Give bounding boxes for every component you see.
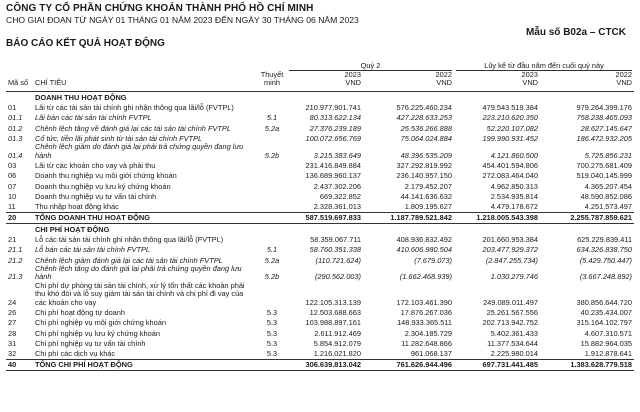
col-year-ytd2023: 2023 [521,71,538,79]
value-q2022: 327.292.819.992 [396,161,452,170]
row-code: 31 [8,338,17,348]
value-ytd2023: 199.990.931.452 [482,133,538,143]
value-ytd2022: 315.164.102.797 [576,318,632,328]
table-row [6,338,634,348]
col-header-code: Mã số [8,78,29,88]
value-q2022: 75.064.024.884 [400,133,452,143]
value-q2023: 12.503.688.663 [309,308,361,317]
value-q2023: 210.977.901.741 [305,103,361,112]
value-q2022: 25.536.266.888 [400,123,452,133]
value-ytd2023: 52.220.107.082 [486,123,538,133]
col-header-note: Thuyết minh [260,70,284,88]
row-description: Chi phí hoạt động tự doanh [35,308,126,317]
value-q2022: 1.809.195.627 [404,202,452,212]
value-q2022: 1.187.789.521.842 [363,212,454,223]
row-code: 07 [8,181,17,191]
value-q2023: 2.611.912.469 [314,328,361,338]
value-q2023: 669.322.852 [319,191,361,201]
row-note [257,359,287,370]
value-ytd2023: 4.121.860.500 [490,150,538,160]
row-description: Chênh lệch tăng do đánh giá lại phải trả chứng quyền đang lưu hành [35,264,242,282]
value-ytd2023: 11.377.534.644 [487,338,538,348]
row-note: 5.1 [266,245,278,255]
row-code: 21.2 [8,255,23,265]
value-ytd2022: 1.912.878.641 [584,349,632,359]
value-ytd2023: 201.660.953.384 [482,235,538,245]
value-q2022: 2.304.185.729 [404,328,452,338]
row-code: 20 [6,212,33,223]
table-row [6,244,634,254]
row-description: Lãi bán các tài sản tài chính FVTPL [35,113,152,123]
row-code [6,223,33,234]
row-code: 28 [8,328,17,338]
value-ytd2022: 625.229.839.411 [577,235,632,245]
value-ytd2023: 2.534.935.814 [490,191,538,201]
row-note [257,201,287,212]
value-q2022: 761.626.944.496 [363,359,454,370]
value-q2022: 11.282.648.866 [401,338,452,348]
row-description: Thu nhập hoạt động khác [35,202,119,212]
row-description: Chênh lệch giảm đánh giá lại các tài sản tài chính FVTPL [35,255,223,265]
row-code: 27 [8,318,17,328]
row-note: 5.1 [266,113,278,123]
row-note [257,234,287,244]
value-ytd2023: 249.089.011.497 [483,297,538,307]
value-ytd2023: 203.477.929.372 [482,245,538,255]
value-ytd2023 [454,91,540,102]
row-description: Chi phí nghiệp vụ môi giới chứng khoán [35,318,166,328]
row-description: Chênh lệch tăng về đánh giá lại các tài sản tài chính FVTPL [35,123,231,133]
table-row [6,191,634,201]
value-ytd2023: 5.402.361.433 [490,328,538,338]
row-note [257,191,287,201]
value-ytd2023: 454.401.594.806 [482,161,538,170]
row-code: 06 [8,171,17,181]
row-description: Chênh lệch giảm do đánh giá lại phải trả chứng quyền đang lưu hành [35,142,244,160]
value-q2023: (110.721.624) [315,255,361,265]
value-q2023 [287,91,363,102]
table-row [6,112,634,122]
row-description: DOANH THU HOẠT ĐỘNG [35,92,127,102]
value-q2022: 148.933.365.511 [397,318,452,328]
value-q2022: 172.103.461.390 [396,297,452,307]
section-header-row [6,91,634,102]
row-description: CHI PHÍ HOẠT ĐỘNG [35,224,110,234]
value-q2022 [363,91,454,102]
value-q2023: 122.105.313.139 [305,297,361,307]
value-ytd2023: 202.713.942.752 [482,318,538,328]
value-ytd2022: 5.725.856.231 [584,150,632,160]
value-ytd2023: 1.030.279.746 [490,272,538,282]
col-year-q2022: 2022 [435,71,452,79]
row-description: Chi phí dự phòng tài sản tài chính, xử lý tổn thất các khoản phải thu khó đòi và lỗ suy giảm tài sản tài chính và chi phí đi vay của các khoản cho vay [35,280,245,307]
value-ytd2022: 4.251.573.497 [584,202,632,212]
row-code: 01.3 [8,133,23,143]
income-statement-table [6,53,634,371]
row-note [257,170,287,180]
col-unit-ytd2023: VND [522,79,538,88]
table-row [6,181,634,191]
value-q2023: 58.760.351.338 [309,245,361,255]
table-row [6,307,634,317]
row-description: Lãi từ các tài sản tài chính ghi nhận thông qua lãi/lỗ (FVTPL) [35,103,234,112]
report-title: BÁO CÁO KẾT QUẢ HOẠT ĐỘNG [6,38,165,49]
row-description: Lãi từ các khoản cho vay và phải thu [35,161,156,170]
row-note: 5.3 [266,308,278,317]
value-q2022: (7.679.073) [414,255,452,265]
value-ytd2022: 758.238.465.093 [576,113,632,123]
col-header-quarter: Quý 2 [289,62,452,71]
row-description: Chi phí nghiệp vụ tư vấn tài chính [35,338,146,348]
value-q2023: 100.072.656.769 [305,133,361,143]
row-note [257,282,287,307]
row-code: 01 [8,103,17,112]
col-header-desc: CHỈ TIÊU [35,78,67,88]
row-code: 03 [8,161,17,170]
table-row [6,170,634,180]
value-ytd2023: 2.225.980.014 [490,349,538,359]
col-unit-q2023: VND [345,79,361,88]
value-ytd2022: 634.326.838.750 [576,245,632,255]
value-q2023: 103.988.897.161 [305,318,361,328]
value-ytd2022: 519.040.145.999 [576,171,632,181]
row-code: 21.3 [8,272,23,282]
value-ytd2022: (5.429.750.447) [579,255,632,265]
value-ytd2022: 40.235.434.007 [580,308,632,317]
value-ytd2022: 380.856.644.720 [576,297,632,307]
value-q2022: 961.068.137 [410,349,452,359]
row-note: 5.3 [266,328,278,338]
row-description: Chi phí nghiệp vụ lưu ký chứng khoán [35,328,160,338]
value-ytd2023 [454,223,540,234]
value-ytd2022: 28.627.145.647 [580,123,632,133]
value-ytd2022 [540,91,634,102]
value-ytd2022: 4.365.207.454 [584,181,632,191]
value-q2022: 408.936.832.492 [396,235,452,245]
value-ytd2022: (3.667.248.892) [579,272,632,282]
table-row [6,160,634,170]
value-q2023: (290.562.003) [314,272,361,282]
table-row [6,102,634,112]
value-q2023: 80.313.622.134 [309,113,361,123]
value-q2022 [363,223,454,234]
value-q2022: 236.140.957.150 [396,171,452,181]
value-q2023: 306.639.813.042 [287,359,363,370]
value-q2022: 427.228.633.253 [396,113,452,123]
row-description: Cổ tức, tiền lãi phát sinh từ tài sản tài chính FVTPL [35,133,203,143]
row-code: 10 [8,191,17,201]
row-code: 11 [8,202,16,212]
value-ytd2023: 4.479.178.672 [490,202,538,212]
value-q2022: 44.141.636.632 [400,191,452,201]
value-q2023 [287,223,363,234]
value-ytd2022: 2.255.787.859.621 [540,212,634,223]
row-description: Chi phí các dịch vụ khác [35,349,116,359]
row-code: 01.4 [8,150,23,160]
value-ytd2023: 697.731.441.485 [454,359,540,370]
value-q2023: 1.216.021.820 [313,349,361,359]
table-row [6,201,634,212]
value-q2022: (1.662.468.939) [399,272,452,282]
value-ytd2023: (2.847.255.734) [485,255,538,265]
value-q2023: 58.359.067.711 [310,235,361,245]
value-q2022: 17.876.267.036 [400,308,452,317]
value-q2022: 410.606.980.504 [396,245,452,255]
table-row [6,348,634,359]
row-description: Doanh thu nghiệp vụ tư vấn tài chính [35,191,157,201]
row-code: 26 [8,308,17,317]
row-description: Doanh thu nghiệp vụ môi giới chứng khoán [35,171,177,181]
value-ytd2022: 48.590.852.086 [580,191,632,201]
row-note [257,102,287,112]
col-unit-q2022: VND [436,79,452,88]
value-ytd2023: 479.543.519.384 [482,103,538,112]
value-ytd2023: 25.261.567.556 [486,308,538,317]
row-description: Doanh thu nghiệp vụ lưu ký chứng khoán [35,181,171,191]
report-period: CHO GIAI ĐOẠN TỪ NGÀY 01 THÁNG 01 NĂM 2023 ĐẾN NGÀY 30 THÁNG 06 NĂM 2023 [6,15,359,25]
value-q2023: 5.854.912.079 [313,338,361,348]
col-unit-ytd2022: VND [616,79,632,88]
value-ytd2022: 1.383.628.779.518 [540,359,634,370]
table-row [6,234,634,244]
col-year-q2023: 2023 [344,71,361,79]
row-code: 21.1 [8,245,23,255]
row-code [6,91,33,102]
table-row [6,317,634,327]
row-note: 5.3 [266,338,278,348]
value-ytd2022: 15.882.964.035 [580,338,632,348]
row-code: 40 [6,359,33,370]
value-ytd2023: 1.218.005.543.398 [454,212,540,223]
row-note [257,91,287,102]
total-row [6,212,634,223]
row-note: 5.2a [264,123,280,133]
value-ytd2022: 4.607.310.571 [584,328,632,338]
section-header-row [6,223,634,234]
col-year-ytd2022: 2022 [615,71,632,79]
value-ytd2022: 700.275.681.409 [576,161,632,170]
row-note: 5.3 [266,318,278,328]
col-header-ytd: Lũy kế từ đầu năm đến cuối quý này [456,62,632,71]
value-q2023: 231.416.849.884 [305,161,361,170]
value-ytd2023: 223.210.620.350 [482,113,538,123]
table-row [6,123,634,133]
value-ytd2023: 4.962.850.313 [490,181,538,191]
value-q2022: 576.225.460.234 [396,103,452,112]
value-q2022: 2.179.452.207 [404,181,452,191]
value-ytd2023: 272.083.464.040 [482,171,538,181]
row-description: Lỗ các tài sản tài chính ghi nhận thông qua lãi/lỗ (FVTPL) [35,235,224,245]
company-name: CÔNG TY CỔ PHẦN CHỨNG KHOÁN THÀNH PHỐ HỒ CHÍ MINH [6,3,314,14]
row-description: TỔNG DOANH THU HOẠT ĐỘNG [33,212,257,223]
value-q2023: 2.437.302.206 [313,181,361,191]
value-q2023: 136.689.960.137 [305,171,361,181]
row-code: 01.1 [8,113,23,123]
table-row [6,328,634,338]
row-note [257,133,287,143]
value-ytd2022: 979.264.399.176 [576,103,632,112]
value-q2023: 27.376.239.189 [309,123,361,133]
row-code: 21 [8,235,17,245]
table-row [6,282,634,307]
row-note: 5.2b [264,272,280,282]
value-q2023: 587.519.697.833 [287,212,363,223]
row-code: 01.2 [8,123,23,133]
row-note: 5.3 [266,349,278,359]
value-q2023: 2.328.361.013 [313,202,361,212]
form-code: Mẫu số B02a – CTCK [525,27,626,38]
table-row [6,143,634,160]
value-q2023: 3.215.383.649 [313,150,361,160]
row-note [257,181,287,191]
row-note [257,223,287,234]
row-code: 24 [8,297,17,307]
row-description: TỔNG CHI PHÍ HOẠT ĐỘNG [33,359,257,370]
row-note [257,160,287,170]
row-note [257,212,287,223]
row-code: 32 [8,349,17,359]
value-ytd2022: 186.472.932.205 [576,133,632,143]
row-note: 5.2b [264,150,280,160]
row-note: 5.2a [264,255,280,265]
table-row [6,265,634,282]
row-description: Lỗ bán các tài sản tài chính FVTPL [35,245,151,255]
total-row [6,359,634,370]
value-ytd2022 [540,223,634,234]
value-q2022: 48.396.535.209 [400,150,452,160]
